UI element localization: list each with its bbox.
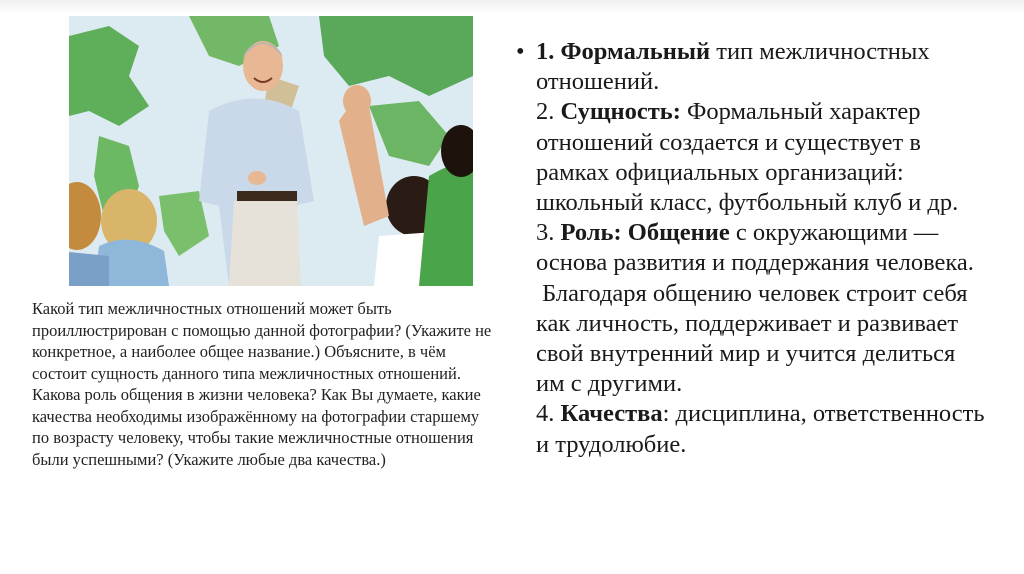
classroom-photo xyxy=(69,16,473,286)
answer-item-1 xyxy=(536,38,930,95)
answer-item-3 xyxy=(536,219,974,276)
answer-item-3-bold: Роль: Общение xyxy=(560,219,730,247)
answer-item-4-bold: Качества xyxy=(560,400,663,428)
answer-item-4 xyxy=(536,400,985,457)
answer-item-2 xyxy=(536,98,958,216)
top-edge-shadow xyxy=(0,0,1024,14)
question-text: Какой тип межличностных отношений может быть проиллюстрирован с помощью данной фотографии? (Укажите не конкретное, а наиболее общее название.) Объясните, в чём состоит сущность данного типа межличностных отношений. Какова роль общения в жизни человека? Как Вы думаете, какие качества необходимы изображённому на фотографии старшему по возрасту человеку, чтобы такие межличностные отношения были успешными? (Укажите любые два качества.) xyxy=(32,299,492,469)
answer-body xyxy=(536,37,986,460)
answer-item-3-extra: Благодаря общению человек строит себя как личность, поддерживает и развивает свой внутренний мир и учится делиться им с другими. xyxy=(536,279,974,398)
answer-item-3-text: с окружающими — основа развития и поддержания человека. xyxy=(536,219,974,277)
answer-item-1-text: тип межличностных отношений. xyxy=(536,38,930,96)
answer-item-4-text: : дисциплина, ответственность и трудолюбие. xyxy=(536,400,985,458)
answer-item-4-prefix: 4. xyxy=(536,400,561,428)
answer-item-2-text: Формальный характер отношений создается и существует в рамках официальных организаций: школьный класс, футбольный клуб и др. xyxy=(536,98,959,217)
answer-item-2-bold: Сущность: xyxy=(560,98,681,126)
answer-item-3-prefix: 3. xyxy=(536,219,561,247)
answer-block xyxy=(516,37,986,460)
bullet-icon: • xyxy=(516,38,525,65)
classroom-photo-illustration xyxy=(69,16,473,286)
answer-item-2-prefix: 2. xyxy=(536,98,561,126)
answer-item-1-bold: 1. Формальный xyxy=(536,38,711,65)
